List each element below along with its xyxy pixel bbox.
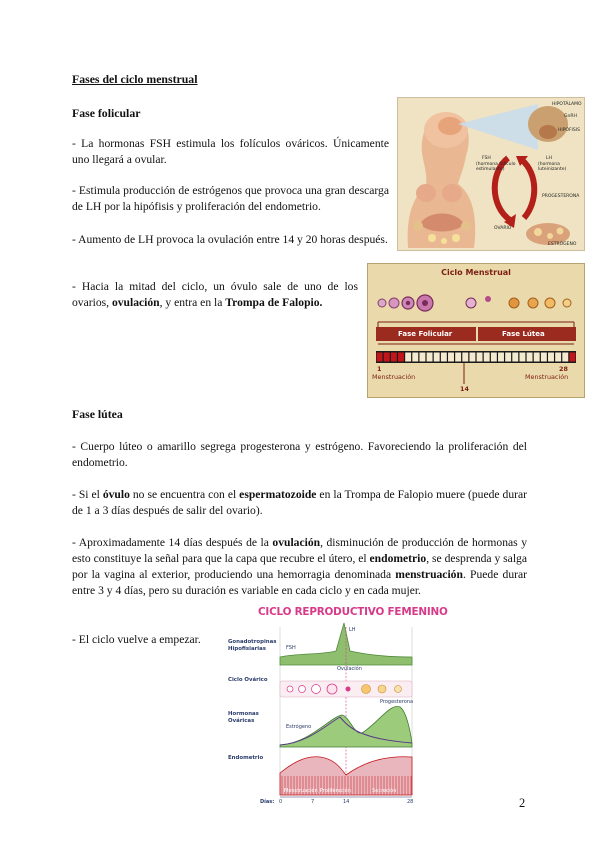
day-cell [434,353,440,362]
paragraph-menstruacion [72,535,527,599]
reproductivo-title: CICLO REPRODUCTIVO FEMENINO [258,606,448,618]
paragraph-cuerpo-luteo: - Cuerpo lúteo o amarillo segrega progesterona y estrógeno. Favoreciendo la proliferación del endometrio. [72,440,527,469]
row-label-ciclo-ovarico: Ciclo Ovárico [228,677,268,683]
ciclo-reproductivo-figure [228,605,448,808]
bold-endometrio: endometrio [369,552,427,565]
ciclo-menstrual-figure [367,263,585,398]
hormone-illustration [397,97,585,251]
day-7-label: 7 [311,799,315,805]
day-0-label: 0 [279,799,283,805]
day-cell [469,353,475,362]
paragraph-ovulo [72,487,527,519]
estrogeno-label: Estrógeno [286,724,312,730]
paragraph-estrogenos: - Estimula producción de estrógenos que provoca una gran descarga de LH por la hipófisis y proliferación del endometrio. [72,184,389,213]
day-cell [548,353,554,362]
menstruacion-right-label: Menstruación [525,373,569,381]
day-28-label: 28 [407,799,414,805]
page-number: 2 [519,796,526,810]
label-gnrh: GnRH [564,114,577,119]
menstruacion-phase-label: Menstruación [284,788,318,794]
label-hipotalamo: HIPOTÁLAMO [552,102,582,107]
day-cell [377,353,383,362]
day-cell [398,353,404,362]
fase-lutea-label: Fase Lútea [502,330,545,338]
day-start-label: 1 [377,365,382,373]
day-cell [419,353,425,362]
day-cell [491,353,497,362]
day-cell [534,353,540,362]
row-label-hormonas: Hormonas Ováricas [228,711,259,724]
bold-espermatozoide: espermatozoide [239,488,317,501]
day-cell [512,353,518,362]
text-run: - Aproximadamente 14 días después de la [72,536,273,549]
day-cell [462,353,468,362]
ciclo-reproductivo-art [250,605,420,808]
day-cell [477,353,483,362]
day-cell [527,353,533,362]
label-hipofisis: HIPÓFISIS [558,128,580,133]
day-cell [412,353,418,362]
day-cell [405,353,411,362]
label-lh: LH [546,156,552,161]
day-end-label: 28 [559,365,568,373]
day-cell [391,353,397,362]
hormone-illustration-art [398,98,584,250]
lutea-heading: Fase lútea [72,407,123,421]
bold-trompa: Trompa de Falopio. [225,296,323,309]
paragraph-fsh: - La hormonas FSH estimula los folículos ováricos. Únicamente uno llegará a ovular. [72,137,389,166]
label-fsh-desc: (hormona folículo estimulante) [476,162,516,172]
text-run: - Si el [72,488,103,501]
fsh-label: FSH [286,645,296,651]
label-ovario: OVARIO [494,226,512,231]
label-progesterona: PROGESTERONA [542,194,580,199]
bold-ovulacion-2: ovulación [272,536,321,549]
day-cell [519,353,525,362]
page-title: Fases del ciclo menstrual [72,72,198,86]
bold-ovulacion: ovulación [111,296,160,309]
bold-ovulo: óvulo [102,488,130,501]
day-cell [569,353,575,362]
text-run: . Puede durar entre 3 y 4 días, pero su duración es variable en cada ciclo y en cada mujer. [72,568,527,597]
row-label-gonadotropinas: Gonadotropinas Hipofisiarias [228,639,277,652]
menstruacion-left-label: Menstruación [372,373,416,381]
folicular-heading: Fase folicular [72,106,141,120]
proliferacion-phase-label: Proliferación [320,788,352,794]
day-cell [441,353,447,362]
day-cell [448,353,454,362]
text-run: en la Trompa de Falopio muere (puede durar de 1 a 3 días después de salir del ovario). [72,488,527,517]
ciclo-menstrual-title: Ciclo Menstrual [441,268,511,277]
bold-menstruacion: menstruación [395,568,463,581]
day-cell [384,353,390,362]
day-cell [498,353,504,362]
paragraph-ciclo-empieza: - El ciclo vuelve a empezar. [72,633,201,646]
progesterona-label: Progesterona [380,699,414,705]
ovulacion-label: Ovulación [337,666,362,672]
day-cell [505,353,511,362]
text-run: , y entra en la [159,296,226,309]
day-cell [484,353,490,362]
text-run: no se encuentra con el [129,488,240,501]
text-run: , disminución de producción de hormonas y esto constituye la señal para que la capa que recubre el útero, el [72,536,527,565]
day-cell [427,353,433,362]
day-mid-label: 14 [460,385,469,393]
day-14-label: 14 [343,799,350,805]
day-cell [541,353,547,362]
paragraph-lh: - Aumento de LH provoca la ovulación entre 14 y 20 horas después. [72,233,388,246]
day-cell [555,353,561,362]
label-lh-desc: (hormona luteinizante) [538,162,567,172]
label-fsh: FSH [482,156,491,161]
text-run: , se desprenda y salga por la vagina al exterior, produciendo una hemorragia denominada [72,552,527,581]
day-cell [455,353,461,362]
dias-label: Días: [260,799,275,805]
row-label-endometrio: Endometrio [228,755,264,761]
secrecion-phase-label: Secreción [372,788,397,794]
paragraph-ovulacion [72,279,358,311]
lh-label: LH [349,627,356,633]
text-run: - Hacia la mitad del ciclo, un óvulo sale de uno de los ovarios, [72,280,358,309]
label-estrogeno: ESTRÓGENO [548,242,577,247]
day-cell [562,353,568,362]
fase-folicular-label: Fase Folicular [398,330,453,338]
